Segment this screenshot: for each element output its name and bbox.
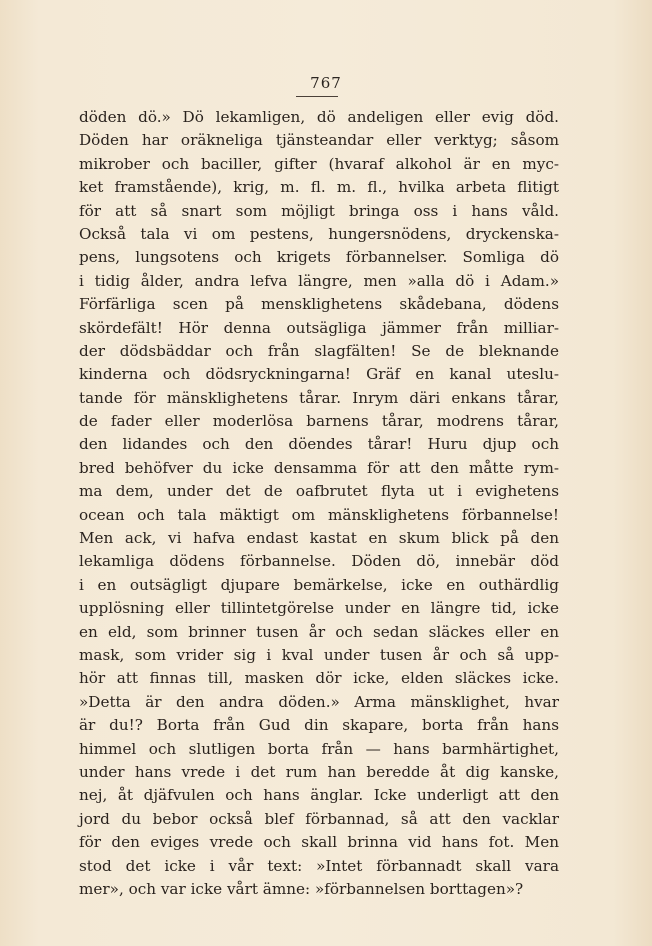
page-number-rule: [296, 96, 338, 97]
text-line: mask, som vrider sig i kval under tusen år och så upp-: [79, 645, 559, 664]
text-line: en eld, som brinner tusen år och sedan släckes eller en: [79, 622, 559, 641]
text-line: lekamliga dödens förbannelse. Döden dö, innebär död: [79, 552, 559, 571]
text-line: Men ack, vi hafva endast kastat en skum blick på den: [79, 529, 559, 548]
text-line: Också tala vi om pestens, hungersnödens, dryckenska-: [79, 224, 559, 243]
text-line: Döden har oräkneliga tjänsteandar eller verktyg; såsom: [79, 131, 559, 150]
body-text: [79, 106, 559, 901]
text-line: himmel och slutligen borta från — hans barmhärtighet,: [79, 739, 559, 758]
text-line: tande för mänsklighetens tårar. Inrym däri enkans tårar,: [79, 388, 559, 407]
text-line: »Detta är den andra döden.» Arma mänsklighet, hvar: [79, 692, 559, 711]
text-line: de fader eller moderlösa barnens tårar, modrens tårar,: [79, 412, 559, 431]
text-line: hör att finnas till, masken dör icke, elden släckes icke.: [79, 669, 559, 688]
text-line: i en outsägligt djupare bemärkelse, icke en outhärdlig: [79, 575, 559, 594]
text-line: bred behöfver du icke densamma för att den måtte rym-: [79, 458, 559, 477]
text-line: kinderna och dödsryckningarna! Gräf en kanal uteslu-: [79, 365, 559, 384]
text-line: ocean och tala mäktigt om mänsklighetens förbannelse!: [79, 505, 559, 524]
text-line: pens, lungsotens och krigets förbannelser. Somliga dö: [79, 248, 559, 267]
text-line: mer», och var icke vårt ämne: »förbannelsen borttagen»?: [79, 879, 524, 898]
text-line: nej, åt djäfvulen och hans änglar. Icke underligt att den: [79, 786, 559, 805]
text-line: för att så snart som möjligt bringa oss i hans våld.: [79, 201, 559, 220]
text-line: Förfärliga scen på mensklighetens skådebana, dödens: [79, 295, 559, 314]
text-line: är du!? Borta från Gud din skapare, borta från hans: [79, 716, 559, 735]
page-number: 767: [310, 74, 342, 92]
text-line: döden dö.» Dö lekamligen, dö andeligen eller evig död.: [79, 108, 559, 126]
text-line: mikrober och baciller, gifter (hvaraf alkohol är en myc-: [79, 154, 559, 173]
text-line: upplösning eller tillintetgörelse under en längre tid, icke: [79, 599, 559, 618]
text-line: stod det icke i vår text: »Intet förbannadt skall vara: [79, 856, 559, 875]
text-line: den lidandes och den döendes tårar! Huru djup och: [79, 435, 559, 454]
text-line: jord du bebor också blef förbannad, så att den vacklar: [79, 809, 559, 828]
text-line: skördefält! Hör denna outsägliga jämmer från milliar-: [79, 318, 559, 337]
text-line: i tidig ålder, andra lefva längre, men »alla dö i Adam.»: [79, 271, 559, 290]
text-line: der dödsbäddar och från slagfälten! Se de bleknande: [79, 341, 559, 360]
text-line: ma dem, under det de oafbrutet flyta ut i evighetens: [79, 482, 559, 501]
text-line: under hans vrede i det rum han beredde åt dig kanske,: [79, 762, 559, 781]
text-line: för den eviges vrede och skall brinna vid hans fot. Men: [79, 833, 559, 852]
text-line: ket framstående), krig, m. fl. m. fl., hvilka arbeta flitigt: [79, 178, 559, 197]
